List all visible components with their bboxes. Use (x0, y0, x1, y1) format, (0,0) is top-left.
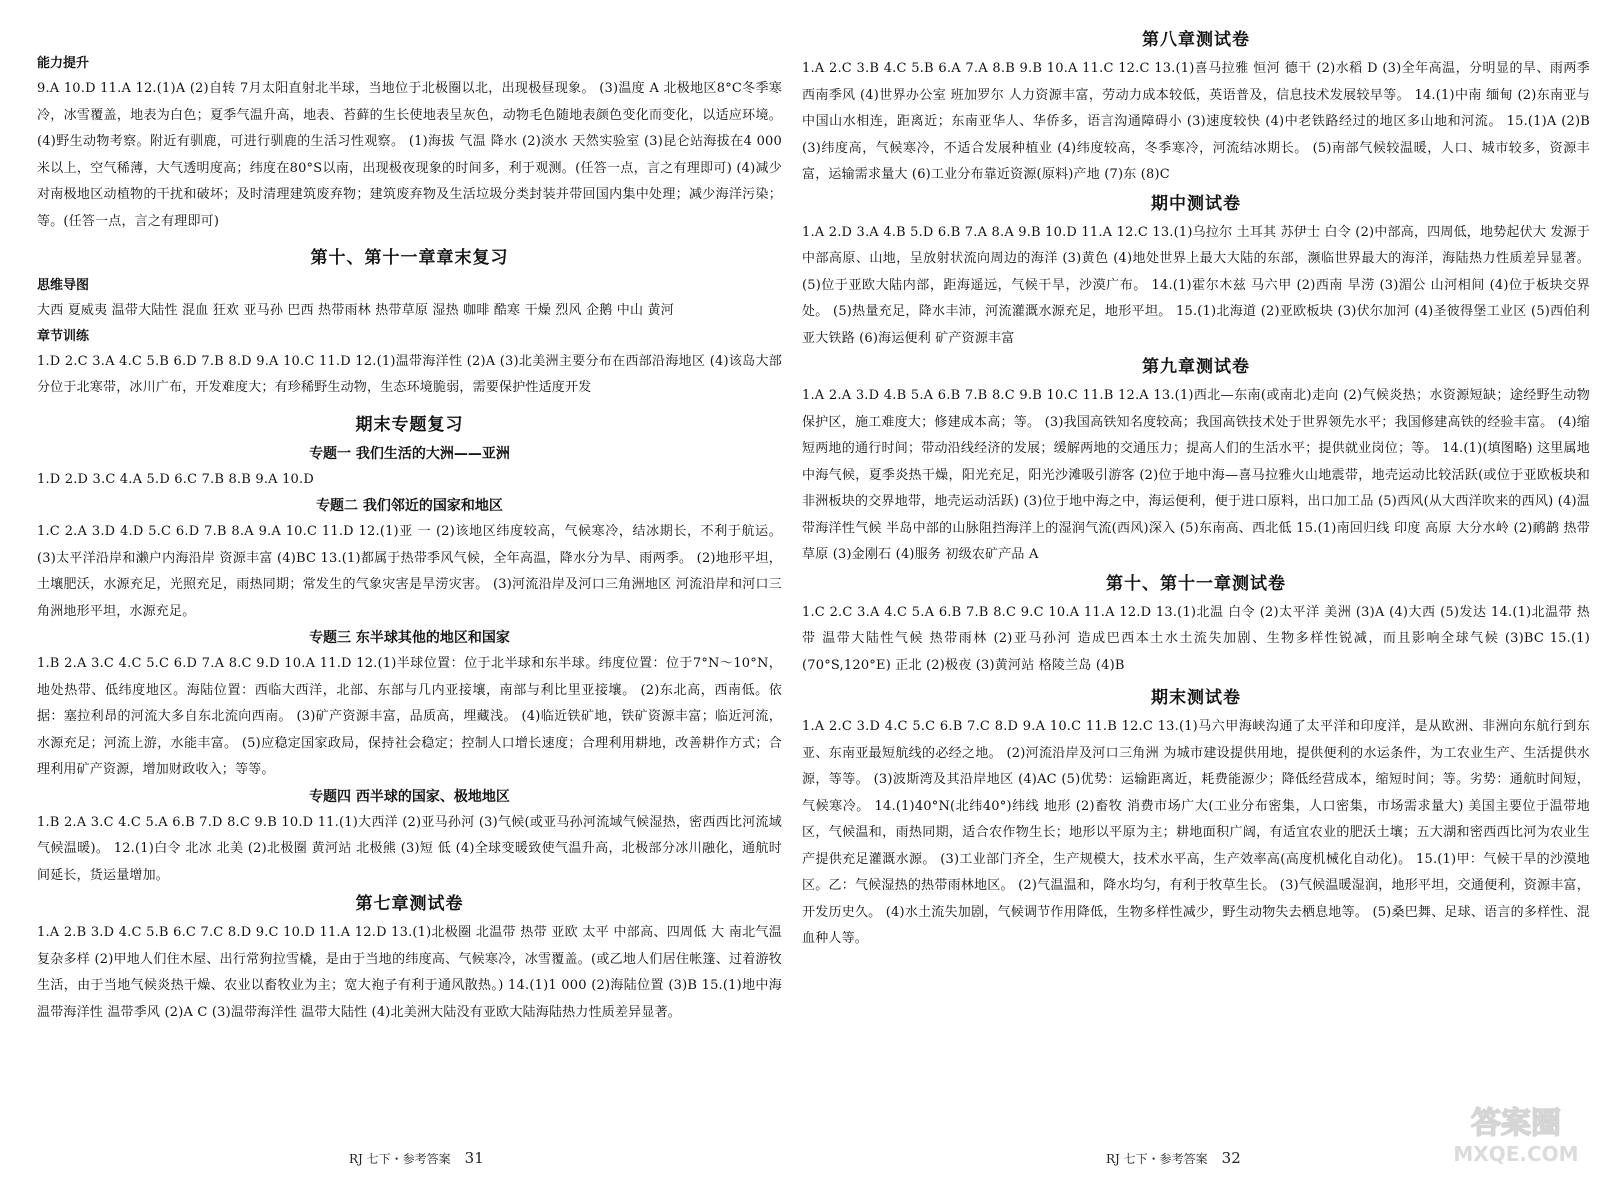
chapter9-test-title: 第九章测试卷 (1142, 357, 1250, 377)
midterm-test-title: 期中测试卷 (1151, 193, 1241, 214)
midterm-test-answers: 1.A 2.D 3.A 4.B 5.D 6.B 7.A 8.A 9.B 10.D 11.A 12.C 13.(1)乌拉尔 土耳其 苏伊士 白令 (2)中部高，四周低，地势起伏大 发源于中部高原、山地，呈放射状流向周边的海洋 (3)黄色 (4)地处世界上最大大陆的东部，濒临世界最大的海洋，海陆热力性质差异显著。 (5)位于亚欧大陆内部，距海遥远，气候干旱，沙漠广布。 14.(1)霍尔木兹 马六甲 (2)西南 旱涝 (3)湄公 山河相间 (4)位于板块交界处。 (5)热量充足，降水丰沛，河流灌溉水源充足，地形平坦。 15.(1)北海道 (2)亚欧板块 (3)伏尔加河 (4)圣彼得堡工业区 (5)西伯利亚大铁路 (6)海运便利 矿产资源丰富 (802, 224, 1590, 346)
chapter10-11-test-title: 第十、第十一章测试卷 (1106, 573, 1286, 594)
topic2-answers: 1.C 2.A 3.D 4.D 5.C 6.D 7.B 8.A 9.A 10.C 11.D 12.(1)亚 一 (2)该地区纬度较高，气候寒冷，结冰期长，不利于航运。 (3)太平洋沿岸和濑户内海沿岸 资源丰富 (4)BC 13.(1)都属于热带季风气候，全年高温，降水分为旱、雨两季。 (2)地形平坦，土壤肥沃，水源充足，光照充足，雨热同期；常发生的气象灾害是旱涝灾害。 (3)河流沿岸及河口三角洲地区 河流沿岸和河口三角洲地形平坦，水源充足。 (37, 524, 782, 619)
chapter8-test-title: 第八章测试卷 (1142, 30, 1250, 50)
mindmap-heading: 思维导图 (37, 278, 90, 293)
watermark-text-url: MXQE.COM (1453, 1142, 1579, 1166)
left-column (0, 0, 795, 1179)
topic2-title: 专题二 我们邻近的国家和地区 (316, 498, 503, 514)
chapter7-test-title: 第七章测试卷 (355, 894, 464, 914)
chapter10-11-test-answers: 1.C 2.C 3.A 4.C 5.A 6.B 7.B 8.C 9.C 10.A 11.A 12.D 13.(1)北温 白令 (2)太平洋 美洲 (3)A (4)大西 (5)发达 14.(1)北温带 热带 温带大陆性气候 热带雨林 (2)亚马孙河 造成巴西本土水土流失加剧、生物多样性锐减，而且影响全球气候 (3)BC 15.(1)(70°S,120°E) 正北 (2)极夜 (3)黄河站 格陵兰岛 (4)B (802, 604, 1590, 673)
right-footer-label: RJ 七下・参考答案 (1106, 1152, 1208, 1166)
topic4-answers: 1.B 2.A 3.C 4.C 5.A 6.B 7.D 8.C 9.B 10.D 11.(1)大西洋 (2)亚马孙河 (3)气候(或亚马孙河流域气候湿热，密西西比河流域气候温暖)。 12.(1)白令 北冰 北美 (2)北极圈 黄河站 北极熊 (3)短 低 (4)全球变暖致使气温升高，北极部分冰川融化，通航时间延长，货运量增加。 (37, 814, 782, 883)
right-page-footer (1106, 1149, 1241, 1167)
chapter9-test-answers: 1.A 2.A 3.D 4.B 5.A 6.B 7.B 8.C 9.B 10.C 11.B 12.A 13.(1)西北—东南(或南北)走向 (2)气候炎热；水资源短缺；途经野生动物保护区，施工难度大；修建成本高；等。 (3)我国高铁知名度较高；我国高铁技术处于世界领先水平；我国修建高铁的经验丰富。 (4)缩短两地的通行时间；带动沿线经济的发展；缓解两地的交通压力；提高人们的生活水平；提供就业岗位；等。 14.(1)(填图略) 这里属地中海气候，夏季炎热干燥，阳光充足，阳光沙滩吸引游客 (2)位于地中海—喜马拉雅火山地震带，地壳运动比较活跃(或位于亚欧板块和非洲板块的交界地带，地壳运动活跃) (3)位于地中海之中，海运便利，便于进口原料，出口加工品 (5)西风(从大西洋吹来的西风) (4)温带海洋性气候 半岛中部的山脉阻挡海洋上的湿润气流(西风)深入 (5)东南高、西北低 15.(1)南回归线 印度 高原 大分水岭 (2)鸸鹋 热带草原 (3)金刚石 (4)服务 初级农矿产品 A (802, 388, 1590, 562)
nengli-heading: 能力提升 (37, 56, 90, 71)
watermark-text-cn: 答案圈 (1471, 1106, 1561, 1141)
topic1-title: 专题一 我们生活的大洲——亚洲 (309, 445, 510, 462)
final-review-title: 期末专题复习 (355, 414, 464, 435)
chapter8-test-answers: 1.A 2.C 3.B 4.C 5.B 6.A 7.A 8.B 9.B 10.A 11.C 12.C 13.(1)喜马拉雅 恒河 德干 (2)水稻 D (3)全年高温，分明显的旱、雨两季 西南季风 (4)世界办公室 班加罗尔 人力资源丰富，劳动力成本较低，英语普及，信息技术发展较早等。 14.(1)中南 缅甸 (2)东南亚与中国山水相连，距离近；东南亚华人、华侨多，语言沟通障碍小 (3)速度较快 (4)中老铁路经过的地区多山地和河流。 15.(1)A (2)B (3)纬度高，气候寒冷，不适合发展种植业 (4)纬度较高，冬季寒冷，河流结冰期长。 (5)南部气候较温暖，人口、城市较多，资源丰富，运输需求量大 (6)工业分布靠近资源(原料)产地 (7)东 (8)C (802, 61, 1590, 182)
nengli-answers: 9.A 10.D 11.A 12.(1)A (2)自转 7月太阳直射北半球，当地位于北极圈以北，出现极昼现象。 (3)温度 A 北极地区8°C冬季寒冷，冰雪覆盖，地表为白色；夏季气温升高，地表、苔藓的生长使地表呈灰色，动物毛色随地表颜色变化而变化，以适应环境。 (4)野生动物考察。附近有驯鹿，可进行驯鹿的生活习性观察。 (1)海拔 气温 降水 (2)淡水 天然实验室 (3)昆仑站海拔在4 000米以上，空气稀薄，大气透明度高；纬度在80°S以南，出现极夜现象的时间多，利于观测。(任答一点，言之有理即可) (4)减少对南极地区动植物的干扰和破坏；及时清理建筑废弃物；建筑废弃物及生活垃圾分类封装并带回国内集中处理；减少海洋污染；等。(任答一点，言之有理即可) (37, 81, 782, 229)
left-page-footer (349, 1149, 484, 1167)
left-page-number: 31 (464, 1149, 484, 1167)
topic3-answers: 1.B 2.A 3.C 4.C 5.C 6.D 7.A 8.C 9.D 10.A 11.D 12.(1)半球位置：位于北半球和东半球。纬度位置：位于7°N～10°N，地处热带、低纬度地区。海陆位置：西临大西洋，北部、东部与几内亚接壤，南部与利比里亚接壤。 (2)东北高，西南低。依据：塞拉利昂的河流大多自东北流向西南。 (3)矿产资源丰富，品质高，埋藏浅。 (4)临近铁矿地，铁矿资源丰富；临近河流，水源充足；河流上游，水能丰富。 (5)应稳定国家政局，保持社会稳定；控制人口增长速度；合理利用耕地，改善耕作方式；合理利用矿产资源，增加财政收入；等等。 (37, 656, 782, 777)
right-page-number: 32 (1221, 1149, 1241, 1167)
chapter-training-heading: 章节训练 (37, 328, 90, 344)
left-footer-label: RJ 七下・参考答案 (349, 1152, 451, 1166)
mindmap-answers: 大西 夏威夷 温带大陆性 混血 狂欢 亚马孙 巴西 热带雨林 热带草原 湿热 咖啡 酷寒 干燥 烈风 企鹅 中山 黄河 (37, 303, 674, 318)
final-test-title: 期末测试卷 (1151, 688, 1241, 708)
right-column-inner (802, 0, 1590, 1179)
review-10-11-title: 第十、第十一章章末复习 (310, 248, 509, 268)
topic4-title: 专题四 西半球的国家、极地地区 (309, 788, 510, 805)
topic1-answers: 1.D 2.D 3.C 4.A 5.D 6.C 7.B 8.B 9.A 10.D (37, 471, 314, 487)
final-test-answers: 1.A 2.C 3.D 4.C 5.C 6.B 7.C 8.D 9.A 10.C 11.B 12.C 13.(1)马六甲海峡沟通了太平洋和印度洋，是从欧洲、非洲向东航行到东亚、东南亚最短航线的必经之地。 (2)河流沿岸及河口三角洲 为城市建设提供用地，提供便利的水运条件，为工农业生产、生活提供水源，等等。 (3)波斯湾及其沿岸地区 (4)AC (5)优势：运输距离近，耗费能源少；降低经营成本，缩短时间；等。劣势：通航时间短，气候寒冷。 14.(1)40°N(北纬40°)纬线 地形 (2)畜牧 消费市场广大(工业分布密集，人口密集，市场需求量大) 美国主要位于温带地区，气候温和，雨热同期，适合农作物生长；地形以平原为主；耕地面积广阔，有适宜农业的肥沃土壤；五大湖和密西西比河为农业生产提供充足灌溉水源。 (3)工业部门齐全，生产规模大，技术水平高，生产效率高(高度机械化自动化)。 15.(1)甲：气候干旱的沙漠地区。乙：气候湿热的热带雨林地区。 (2)气温温和，降水均匀，有利于牧草生长。 (3)气候温暖湿润，地形平坦，交通便利，资源丰富，开发历史久。 (4)水土流失加剧，气候调节作用降低，生物多样性减少，野生动物失去栖息地等。 (5)桑巴舞、足球、语言的多样性、混血种人等。 (802, 719, 1590, 946)
chapter7-test-answers: 1.A 2.B 3.D 4.C 5.B 6.C 7.C 8.D 9.C 10.D 11.A 12.D 13.(1)北极圈 北温带 热带 亚欧 太平 中部高、四周低 大 南北气温 复杂多样 (2)甲地人们住木屋、出行常狗拉雪橇，是由于当地的纬度高、气候寒冷，冰雪覆盖。(或乙地人们居住帐篷、过着游牧生活，由于当地气候炎热干燥、农业以畜牧业为主；宽大袍子有利于通风散热。) 14.(1)1 000 (2)海陆位置 (3)B 15.(1)地中海 温带海洋性 温带季风 (2)A C (3)温带海洋性 温带大陆性 (4)北美洲大陆没有亚欧大陆海陆热力性质差异显著。 (37, 925, 782, 1020)
topic3-title: 专题三 东半球其他的地区和国家 (309, 630, 510, 646)
watermark-logo (1446, 1099, 1586, 1171)
left-column-inner (37, 0, 782, 1179)
chapter-training-answers: 1.D 2.C 3.A 4.C 5.B 6.D 7.B 8.D 9.A 10.C 11.D 12.(1)温带海洋性 (2)A (3)北美洲主要分布在西部沿海地区 (4)该岛大部分位于北寒带，冰川广布，开发难度大；有珍稀野生动物，生态环境脆弱，需要保护性适度开发 (37, 353, 782, 395)
right-column (800, 0, 1600, 1179)
